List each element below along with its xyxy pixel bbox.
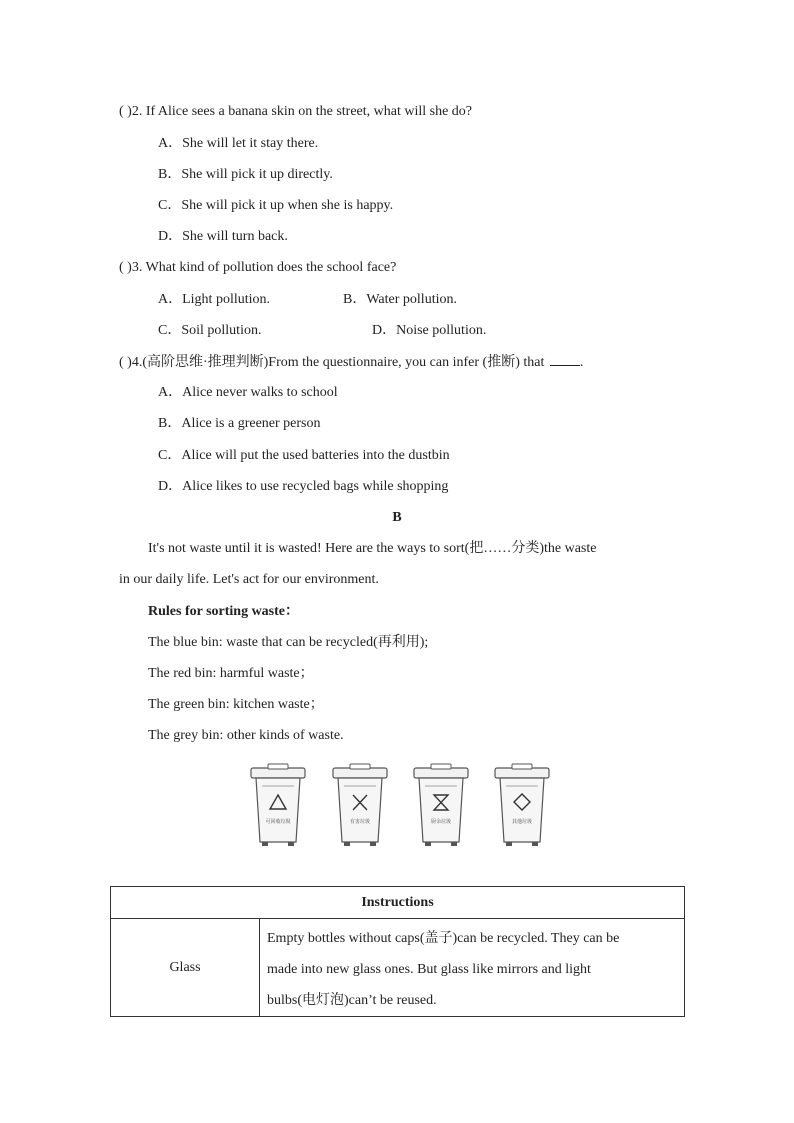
- q2-option-d: D．She will turn back.: [158, 229, 288, 244]
- rule-blue-bin: The blue bin: waste that can be recycled(再利用);: [148, 635, 429, 650]
- bin-label: 有害垃圾: [349, 819, 371, 825]
- intro-line-1: It's not waste until it is wasted! Here are the ways to sort(把……分类)the waste: [148, 541, 597, 556]
- row-description: [260, 919, 685, 1017]
- rule-red-bin: The red bin: harmful waste；: [148, 666, 314, 681]
- bin-label: 可回收垃圾: [265, 819, 291, 825]
- waste-bins-illustration: [248, 762, 558, 848]
- row-label-glass: Glass: [111, 919, 260, 1017]
- q4-option-a: A．Alice never walks to school: [158, 385, 338, 400]
- q3-option-b: B．Water pollution.: [343, 292, 457, 307]
- q4-option-b: B．Alice is a greener person: [158, 416, 321, 431]
- bin-label: 厨余垃圾: [430, 819, 452, 825]
- answer-blank: [550, 353, 580, 366]
- description-line: Empty bottles without caps(盖子)can be recycled. They can be: [267, 931, 620, 946]
- question-3: ( )3. What kind of pollution does the school face?: [119, 260, 397, 275]
- table-row: [111, 919, 685, 1017]
- question-2: ( )2. If Alice sees a banana skin on the street, what will she do?: [119, 104, 473, 119]
- question-4: [119, 353, 583, 372]
- description-line: made into new glass ones. But glass like mirrors and light: [267, 962, 591, 977]
- q2-option-c: C．She will pick it up when she is happy.: [158, 198, 394, 213]
- bin-label: 其他垃圾: [511, 819, 533, 825]
- recycle-bin-icon: [248, 762, 308, 848]
- q3-option-a: A．Light pollution.: [158, 292, 270, 307]
- question-4-text: ( )4.(高阶思维·推理判断)From the questionnaire, you can infer (推断) that: [119, 355, 545, 370]
- description-line: bulbs(电灯泡)can’t be reused.: [267, 993, 437, 1008]
- rule-grey-bin: The grey bin: other kinds of waste.: [148, 728, 344, 743]
- rule-green-bin: The green bin: kitchen waste；: [148, 697, 324, 712]
- q2-option-b: B．She will pick it up directly.: [158, 167, 333, 182]
- harmful-bin-icon: [330, 762, 390, 848]
- table-header: Instructions: [111, 887, 685, 919]
- instructions-table: [110, 886, 685, 1017]
- rules-title: Rules for sorting waste：: [148, 604, 300, 619]
- intro-line-2: in our daily life. Let's act for our environment.: [119, 572, 379, 587]
- kitchen-bin-icon: [411, 762, 471, 848]
- q4-option-d: D．Alice likes to use recycled bags while shopping: [158, 479, 449, 494]
- table-header-row: [111, 887, 685, 919]
- question-4-end: .: [579, 355, 584, 370]
- other-bin-icon: [492, 762, 552, 848]
- q3-option-c: C．Soil pollution.: [158, 323, 262, 338]
- q3-option-d: D．Noise pollution.: [372, 323, 487, 338]
- q4-option-c: C．Alice will put the used batteries into the dustbin: [158, 448, 450, 463]
- section-b-heading: B: [392, 510, 402, 525]
- q2-option-a: A．She will let it stay there.: [158, 136, 319, 151]
